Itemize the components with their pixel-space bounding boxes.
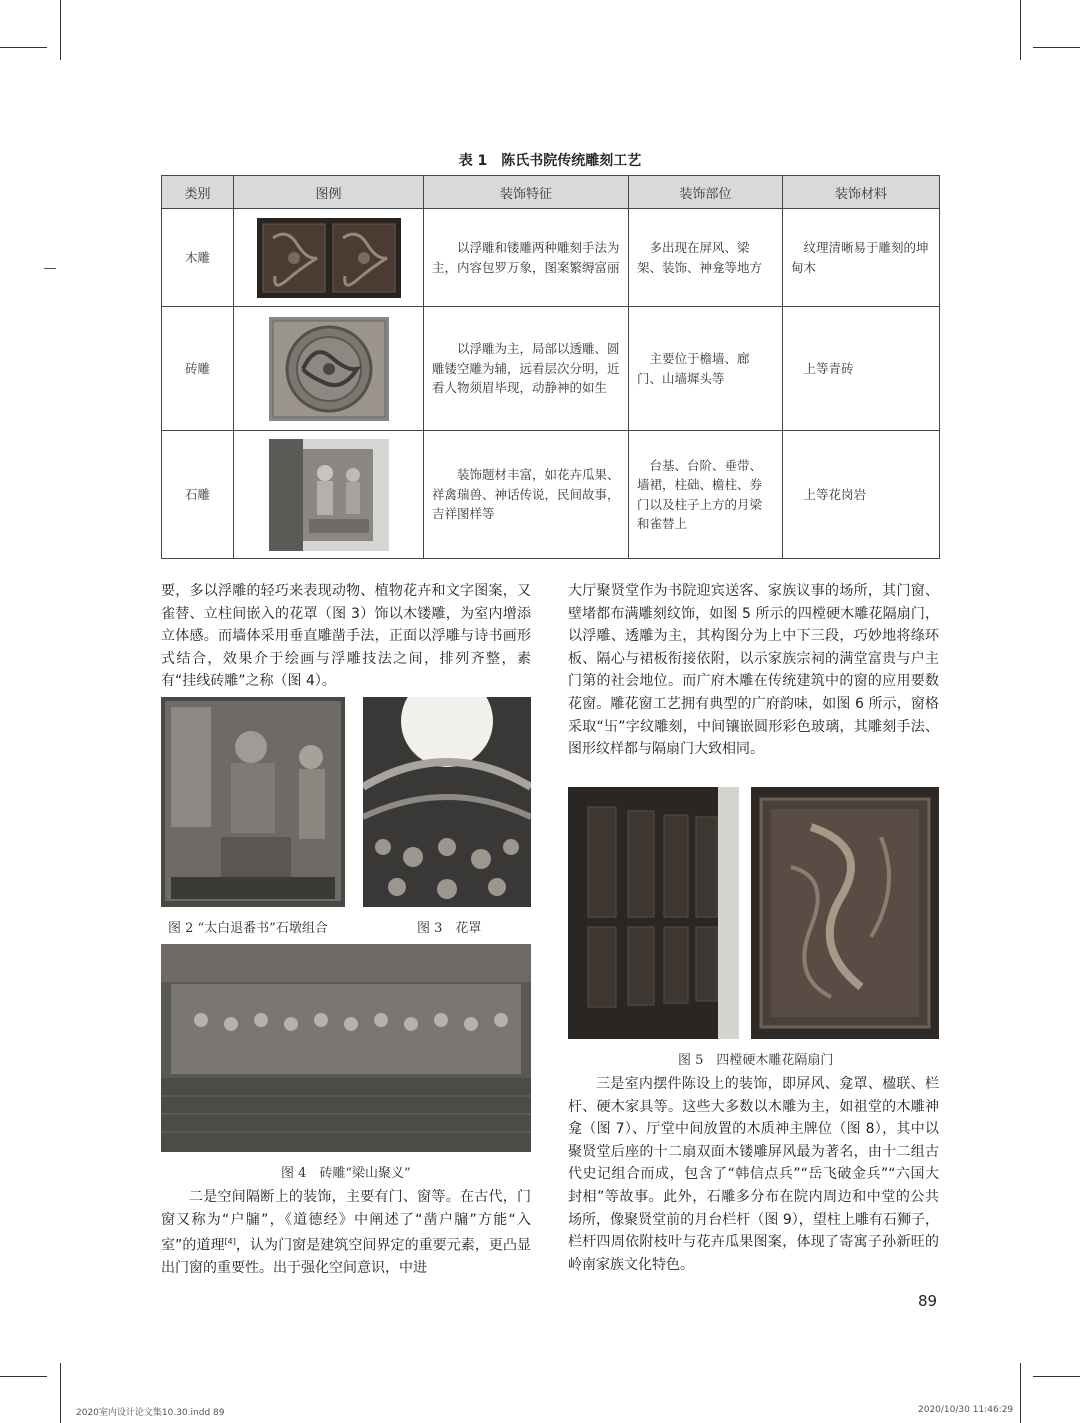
crop-mark [60, 1363, 61, 1423]
figure-3-caption: 图 3 花罩 [417, 921, 482, 936]
right-paragraph-2 [568, 1073, 939, 1276]
figure-2-photo [161, 697, 345, 907]
crop-mark [1033, 47, 1080, 48]
table-title: 表 1 陈氏书院传统雕刻工艺 [458, 153, 642, 169]
brick-carving-image [269, 317, 389, 421]
row-location: 台基、台阶、垂带、墙裙，柱础、檐柱、券门以及柱子上方的月梁和雀替上 [629, 431, 783, 559]
figure-4-photo [161, 944, 531, 1152]
left-paragraph-2-part-b: ，认为门窗是建筑空间界定的重要元素，更凸显出门窗的重要性。出于强化空间意识，中进 [161, 1237, 531, 1277]
row-feature: 以浮雕和镂雕两种雕刻手法为主，内容包罗万象，图案繁缛富丽 [424, 209, 629, 307]
left-paragraph-2-text [161, 1186, 531, 1280]
stone-carving-image [269, 439, 389, 551]
header-category: 类别 [162, 176, 234, 209]
margin-tick [44, 268, 56, 269]
row-material: 上等青砖 [783, 307, 940, 431]
row-illustration [234, 307, 424, 431]
carving-craft-table [161, 175, 940, 559]
row-category: 石雕 [162, 431, 234, 559]
wood-carving-image [257, 218, 401, 298]
header-material: 装饰材料 [783, 176, 940, 209]
left-paragraph-1-text: 要，多以浮雕的轻巧来表现动物、植物花卉和文字图案，又雀替、立柱间嵌入的花罩（图 3）饰以木镂雕，为室内增添立体感。而墙体采用垂直雕凿手法，正面以浮雕与诗书画形式结合，效果介于绘画与浮雕技法之间，排列齐整，素有“挂线砖雕”之称（图 4）。 [161, 583, 531, 690]
row-feature: 装饰题材丰富，如花卉瓜果、祥禽瑞兽、神话传说，民间故事，吉祥图样等 [424, 431, 629, 559]
row-location: 多出现在屏风、梁架、装饰、神龛等地方 [629, 209, 783, 307]
row-illustration [234, 431, 424, 559]
footer-timestamp: 2020/10/30 11:46:29 [918, 1405, 1014, 1415]
figure-3-photo [363, 697, 531, 907]
citation-ref: [4] [224, 1237, 236, 1247]
page-number: 89 [918, 1292, 938, 1310]
table-row [162, 307, 940, 431]
figure-4-caption: 图 4 砖雕“梁山聚义” [281, 1166, 411, 1181]
table-header-row [162, 176, 940, 209]
crop-mark [0, 1376, 47, 1377]
row-material: 上等花岗岩 [783, 431, 940, 559]
row-feature: 以浮雕为主，局部以透雕、圆雕镂空雕为辅，远看层次分明，近看人物须眉毕现，动静神的如生 [424, 307, 629, 431]
footer-file: 2020室内设计论文集10.30.indd 89 [76, 1408, 225, 1418]
row-category: 木雕 [162, 209, 234, 307]
crop-mark [60, 0, 61, 60]
row-illustration [234, 209, 424, 307]
table-row [162, 209, 940, 307]
left-paragraph-2-part-a: 二是空间隔断上的装饰，主要有门、窗等。在古代，门窗又称为“户牖”，《道德经》中阐述了“凿户牖”方能“入室”的道理 [161, 1189, 531, 1254]
crop-mark [1033, 1376, 1080, 1377]
row-material: 纹理清晰易于雕刻的坤甸木 [783, 209, 940, 307]
right-paragraph-1-text: 大厅聚贤堂作为书院迎宾送客、家族议事的场所，其门窗、壁堵都布满雕刻纹饰，如图 5 所示的四樘硬木雕花隔扇门，以浮雕、透雕为主，其构图分为上中下三段，巧妙地将绦环板、隔心与裙板衔接依附，以示家族宗祠的满堂富贵与户主门第的社会地位。而广府木雕在传统建筑中的窗的应用要数花窗。雕花窗工艺拥有典型的广府韵味，如图 6 所示，窗格采取“卐”字纹雕刻，中间镶嵌圆形彩色玻璃，其雕刻手法、图形纹样都与隔扇门大致相同。 [568, 583, 939, 758]
figure-5-photo-right [751, 787, 939, 1039]
header-location: 装饰部位 [629, 176, 783, 209]
right-paragraph-1 [568, 580, 939, 761]
left-paragraph-1 [161, 580, 531, 693]
crop-mark [1020, 1363, 1021, 1423]
figure-2-caption: 图 2 “太白退番书”石墩组合 [168, 921, 328, 936]
crop-mark [1020, 0, 1021, 60]
figure-5-caption: 图 5 四樘硬木雕花隔扇门 [678, 1053, 834, 1068]
table-row [162, 431, 940, 559]
figure-5-photo-left [568, 787, 739, 1039]
crop-mark [0, 47, 47, 48]
right-paragraph-2-text: 三是室内摆件陈设上的装饰，即屏风、龛罩、楹联、栏杆、硬木家具等。这些大多数以木雕为主，如祖堂的木雕神龛（图 7）、厅堂中间放置的木质神主牌位（图 8），其中以聚贤堂后座的十二扇双面木镂雕屏风最为著名，由十二组古代史记组合而成，包含了“韩信点兵”“岳飞破金兵”“六国大封相”等故事。此外，石雕多分布在院内周边和中堂的公共场所，像聚贤堂前的月台栏杆（图 9），望柱上雕有石狮子，栏杆四周依附枝叶与花卉瓜果图案，体现了寄寓子孙新旺的岭南家族文化特色。 [568, 1076, 939, 1273]
row-location: 主要位于檐墙、廊门、山墙墀头等 [629, 307, 783, 431]
row-category: 砖雕 [162, 307, 234, 431]
left-paragraph-2 [161, 1186, 531, 1280]
header-illustration: 图例 [234, 176, 424, 209]
header-feature: 装饰特征 [424, 176, 629, 209]
